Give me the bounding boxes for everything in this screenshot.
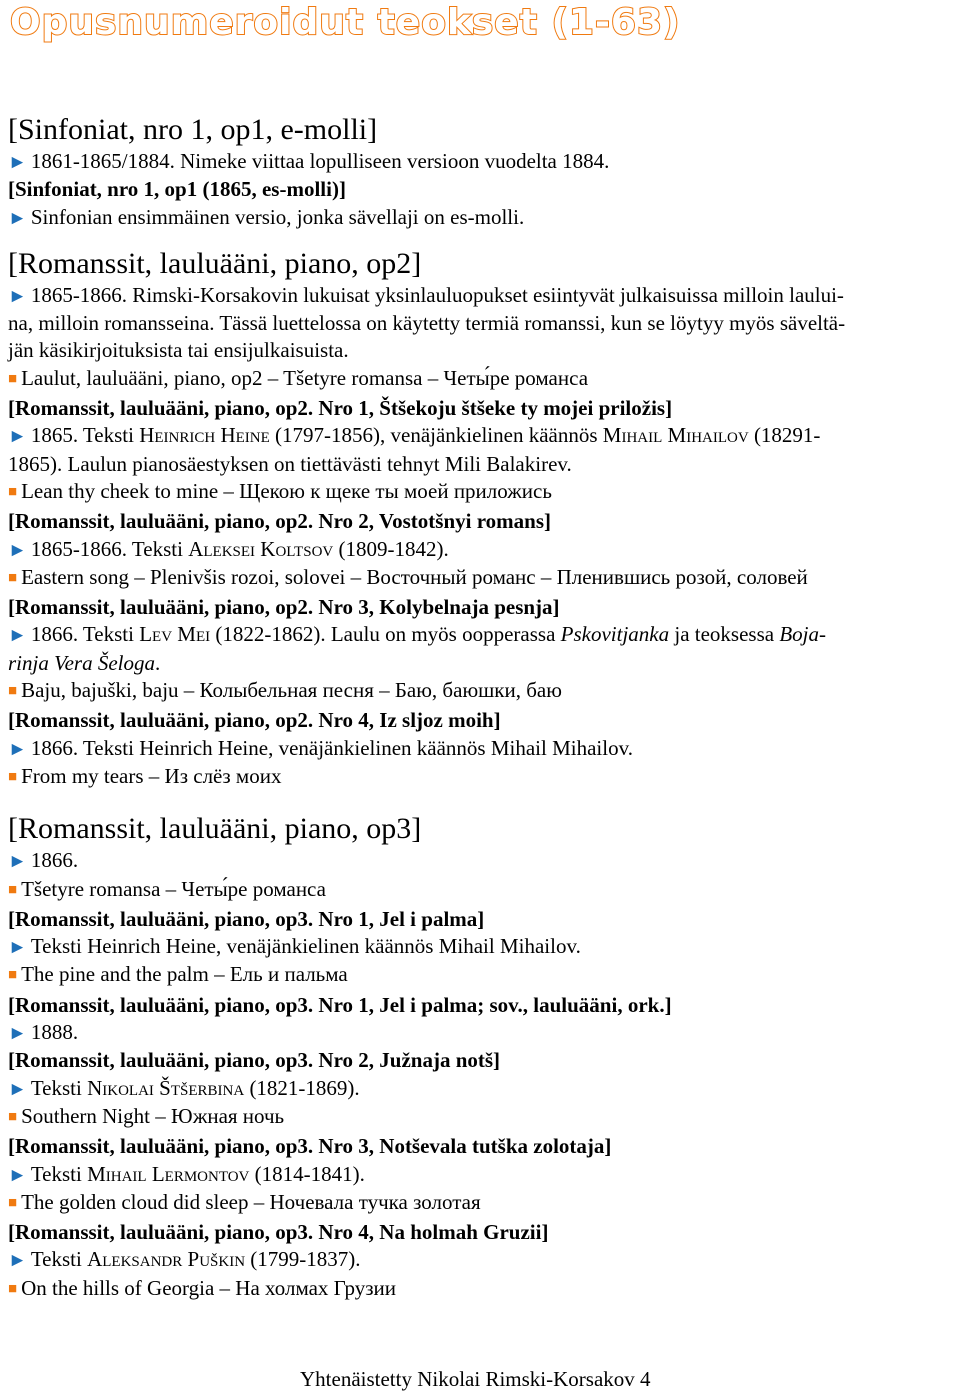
- section-heading-op2: [Romanssit, lauluääni, piano, op2]: [8, 246, 422, 280]
- note-line: ► Teksti Aleksandr Puškin (1799-1837).: [8, 1247, 361, 1272]
- square-bullet-icon: ■: [8, 1108, 18, 1125]
- arrow-icon: ►: [8, 1023, 27, 1045]
- entry-title: [Romanssit, lauluääni, piano, op3. Nro 4, Na holmah Gruzii]: [8, 1220, 549, 1245]
- note-line: 1865). Laulun pianosäestyksen on tiettävästi tehnyt Mili Balakirev.: [8, 451, 572, 476]
- arrow-icon: ►: [8, 1078, 27, 1100]
- note-line: ► Teksti Nikolai Štšerbina (1821-1869).: [8, 1075, 360, 1100]
- square-bullet-icon: ■: [8, 370, 18, 387]
- note-line: na, milloin romansseina. Tässä luettelossa on käytetty termiä romanssi, kun se löytyy myös säveltä-: [8, 311, 846, 336]
- arrow-icon: ►: [8, 152, 27, 173]
- entry-title: [Romanssit, lauluääni, piano, op3. Nro 1, Jel i palma]: [8, 906, 485, 931]
- alt-title-line: ■ Tšetyre romansa – Четы́ре романса: [8, 876, 326, 901]
- entry-title: [Romanssit, lauluääni, piano, op3. Nro 2, Južnaja notš]: [8, 1048, 501, 1073]
- note-line: ► 1861-1865/1884. Nimeke viittaa lopulliseen versioon vuodelta 1884.: [8, 149, 610, 173]
- page-title: Opusnumeroidut teokset (1-63): [10, 2, 681, 43]
- work-title: Boja-: [779, 622, 827, 647]
- entry-title: [Romanssit, lauluääni, piano, op3. Nro 3, Notševala tutška zolotaja]: [8, 1134, 612, 1159]
- alt-title-line: ■ Baju, bajuški, baju – Колыбельная песня – Баю, баюшки, баю: [8, 678, 562, 703]
- note-line: rinja Vera Šeloga.: [8, 650, 161, 675]
- arrow-icon: ►: [8, 625, 27, 647]
- note-line: jän käsikirjoituksista tai ensijulkaisuista.: [8, 338, 349, 363]
- person-name: Aleksandr Puškin: [87, 1247, 246, 1272]
- entry-title: [Romanssit, lauluääni, piano, op3. Nro 1, Jel i palma; sov., lauluääni, ork.]: [8, 992, 672, 1017]
- person-name: Mihail Mihailov: [602, 423, 749, 448]
- square-bullet-icon: ■: [8, 1194, 18, 1211]
- note-line: ► Teksti Mihail Lermontov (1814-1841).: [8, 1161, 365, 1186]
- note-line: ► 1865-1866. Rimski-Korsakovin lukuisat yksinlauluopukset esiintyvät julkaisuissa milloin laului-: [8, 282, 844, 307]
- arrow-icon: ►: [8, 1250, 27, 1272]
- alt-title-line: ■ Lean thy cheek to mine – Щекою к щеке ты моей приложись: [8, 478, 552, 503]
- note-line: ► 1866.: [8, 848, 79, 873]
- note-line: ► 1866. Teksti Lev Mei (1822-1862). Laulu on myös oopperassa Pskovitjanka ja teoksessa Boja-: [8, 622, 827, 647]
- square-bullet-icon: ■: [8, 1280, 18, 1297]
- square-bullet-icon: ■: [8, 483, 18, 500]
- document-body: [8, 112, 954, 1305]
- note-line: ► 1888.: [8, 1020, 79, 1045]
- arrow-icon: ►: [8, 285, 27, 307]
- arrow-icon: ►: [8, 937, 27, 959]
- alt-title-line: ■ Eastern song – Plenivšis rozoi, solovei – Восточный романс – Пленившись розой, соловей: [8, 564, 808, 589]
- person-name: Aleksei Koltsov: [188, 536, 334, 561]
- square-bullet-icon: ■: [8, 881, 18, 898]
- person-name: Heinrich Heine: [139, 423, 270, 448]
- person-name: Lev Mei: [139, 622, 211, 647]
- arrow-icon: ►: [8, 426, 27, 448]
- work-title: Pskovitjanka: [560, 622, 670, 647]
- person-name: Nikolai Štšerbina: [87, 1075, 245, 1100]
- person-name: Mihail Lermontov: [87, 1161, 250, 1186]
- alt-title-line: ■ Southern Night – Южная ночь: [8, 1103, 285, 1128]
- entry-title: [Romanssit, lauluääni, piano, op2. Nro 1, Štšekoju štšeke ty mojei priložis]: [8, 396, 673, 421]
- arrow-icon: ►: [8, 207, 27, 229]
- square-bullet-icon: ■: [8, 683, 18, 700]
- alt-title-line: ■ From my tears – Из слёз моих: [8, 763, 282, 788]
- alt-title-line: ■ On the hills of Georgia – На холмах Грузии: [8, 1275, 396, 1300]
- square-bullet-icon: ■: [8, 967, 18, 984]
- square-bullet-icon: ■: [8, 569, 18, 586]
- arrow-icon: ►: [8, 1164, 27, 1186]
- arrow-icon: ►: [8, 851, 27, 873]
- note-line: ► 1865. Teksti Heinrich Heine (1797-1856), venäjänkielinen käännös Mihail Mihailov (18291-: [8, 423, 821, 448]
- square-bullet-icon: ■: [8, 768, 18, 785]
- alt-title-line: ■ The golden cloud did sleep – Ночевала тучка золотая: [8, 1189, 481, 1214]
- entry-title: [Sinfoniat, nro 1, op1 (1865, es-molli)]: [8, 177, 346, 202]
- note-line: ► Teksti Heinrich Heine, venäjänkielinen käännös Mihail Mihailov.: [8, 934, 581, 959]
- alt-title-line: ■ The pine and the palm – Ель и пальма: [8, 962, 348, 987]
- entry-title: [Romanssit, lauluääni, piano, op2. Nro 2, Vostotšnyi romans]: [8, 509, 552, 534]
- note-line: ► Sinfonian ensimmäinen versio, jonka sävellaji on es-molli.: [8, 204, 525, 229]
- section-heading-op1: [Sinfoniat, nro 1, op1, e-molli]: [8, 113, 378, 146]
- note-line: ► 1865-1866. Teksti Aleksei Koltsov (1809-1842).: [8, 536, 449, 561]
- entry-title: [Romanssit, lauluääni, piano, op2. Nro 4, Iz sljoz moih]: [8, 708, 501, 733]
- entry-title: [Romanssit, lauluääni, piano, op2. Nro 3, Kolybelnaja pesnja]: [8, 595, 560, 620]
- note-line: ► 1866. Teksti Heinrich Heine, venäjänkielinen käännös Mihail Mihailov.: [8, 735, 633, 760]
- section-heading-op3: [Romanssit, lauluääni, piano, op3]: [8, 812, 422, 846]
- page-footer: Yhtenäistetty Nikolai Rimski-Korsakov 4: [300, 1367, 651, 1391]
- arrow-icon: ►: [8, 539, 27, 561]
- work-title: rinja Vera Šeloga: [8, 650, 155, 675]
- arrow-icon: ►: [8, 738, 27, 760]
- alt-title-line: ■ Laulut, lauluääni, piano, op2 – Tšetyre romansa – Четы́ре романса: [8, 365, 589, 390]
